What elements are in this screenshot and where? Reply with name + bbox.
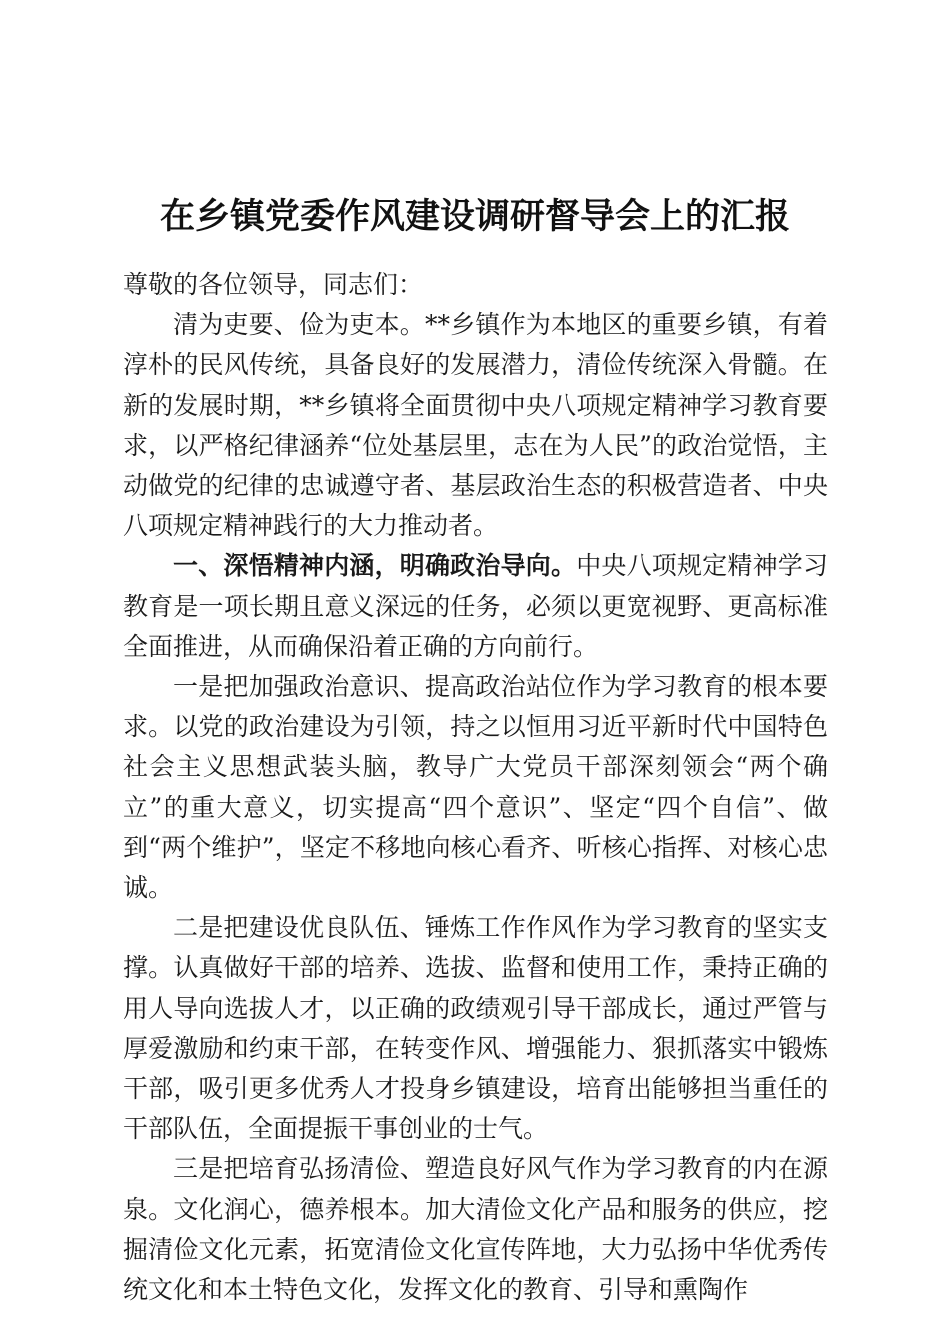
section-heading: 一、深悟精神内涵，明确政治导向。 — [173, 551, 577, 581]
paragraph-section-one — [123, 546, 828, 667]
salutation: 尊敬的各位领导，同志们： — [123, 270, 424, 299]
paragraph-point-one — [123, 667, 828, 908]
paragraph-text: 二是把建设优良队伍、锤炼工作作风作为学习教育的坚实支撑。认真做好干部的培养、选拔、监督和使用工作，秉持正确的用人导向选拔人才，以正确的政绩观引导干部成长，通过严管与厚爱激励和约束干部，在转变作风、增强能力、狠抓落实中锻炼干部，吸引更多优秀人才投身乡镇建设，培育出能够担当重任的干部队伍，全面提振干事创业的士气。 — [123, 913, 828, 1144]
paragraph-text: 中央八项规定精神学习教育是一项长期且意义深远的任务，必须以更宽视野、更高标准全面推进，从而确保沿着正确的方向前行。 — [123, 551, 828, 661]
paragraph-point-three — [123, 1149, 828, 1310]
paragraph-text: 三是把培育弘扬清俭、塑造良好风气作为学习教育的内在源泉。文化润心，德养根本。加大清俭文化产品和服务的供应，挖掘清俭文化元素，拓宽清俭文化宣传阵地，大力弘扬中华优秀传统文化和本土特色文化，发挥文化的教育、引导和熏陶作 — [123, 1154, 828, 1305]
document-body — [123, 265, 828, 1310]
paragraph-point-two — [123, 908, 828, 1149]
paragraph-text: 一是把加强政治意识、提高政治站位作为学习教育的根本要求。以党的政治建设为引领，持之以恒用习近平新时代中国特色社会主义思想武装头脑，教导广大党员干部深刻领会“两个确立”的重大意义，切实提高“四个意识”、坚定“四个自信”、做到“两个维护”，坚定不移地向核心看齐、听核心指挥、对核心忠诚。 — [123, 672, 828, 903]
document-title: 在乡镇党委作风建设调研督导会上的汇报 — [159, 196, 790, 237]
paragraph-text: 清为吏要、俭为吏本。**乡镇作为本地区的重要乡镇，有着淳朴的民风传统，具备良好的发展潜力，清俭传统深入骨髓。在新的发展时期，**乡镇将全面贯彻中央八项规定精神学习教育要求，以严格纪律涵养“位处基层里，志在为人民”的政治觉悟，主动做党的纪律的忠诚遵守者、基层政治生态的积极营造者、中央八项规定精神践行的大力推动者。 — [123, 310, 828, 541]
paragraph-intro — [123, 305, 828, 546]
